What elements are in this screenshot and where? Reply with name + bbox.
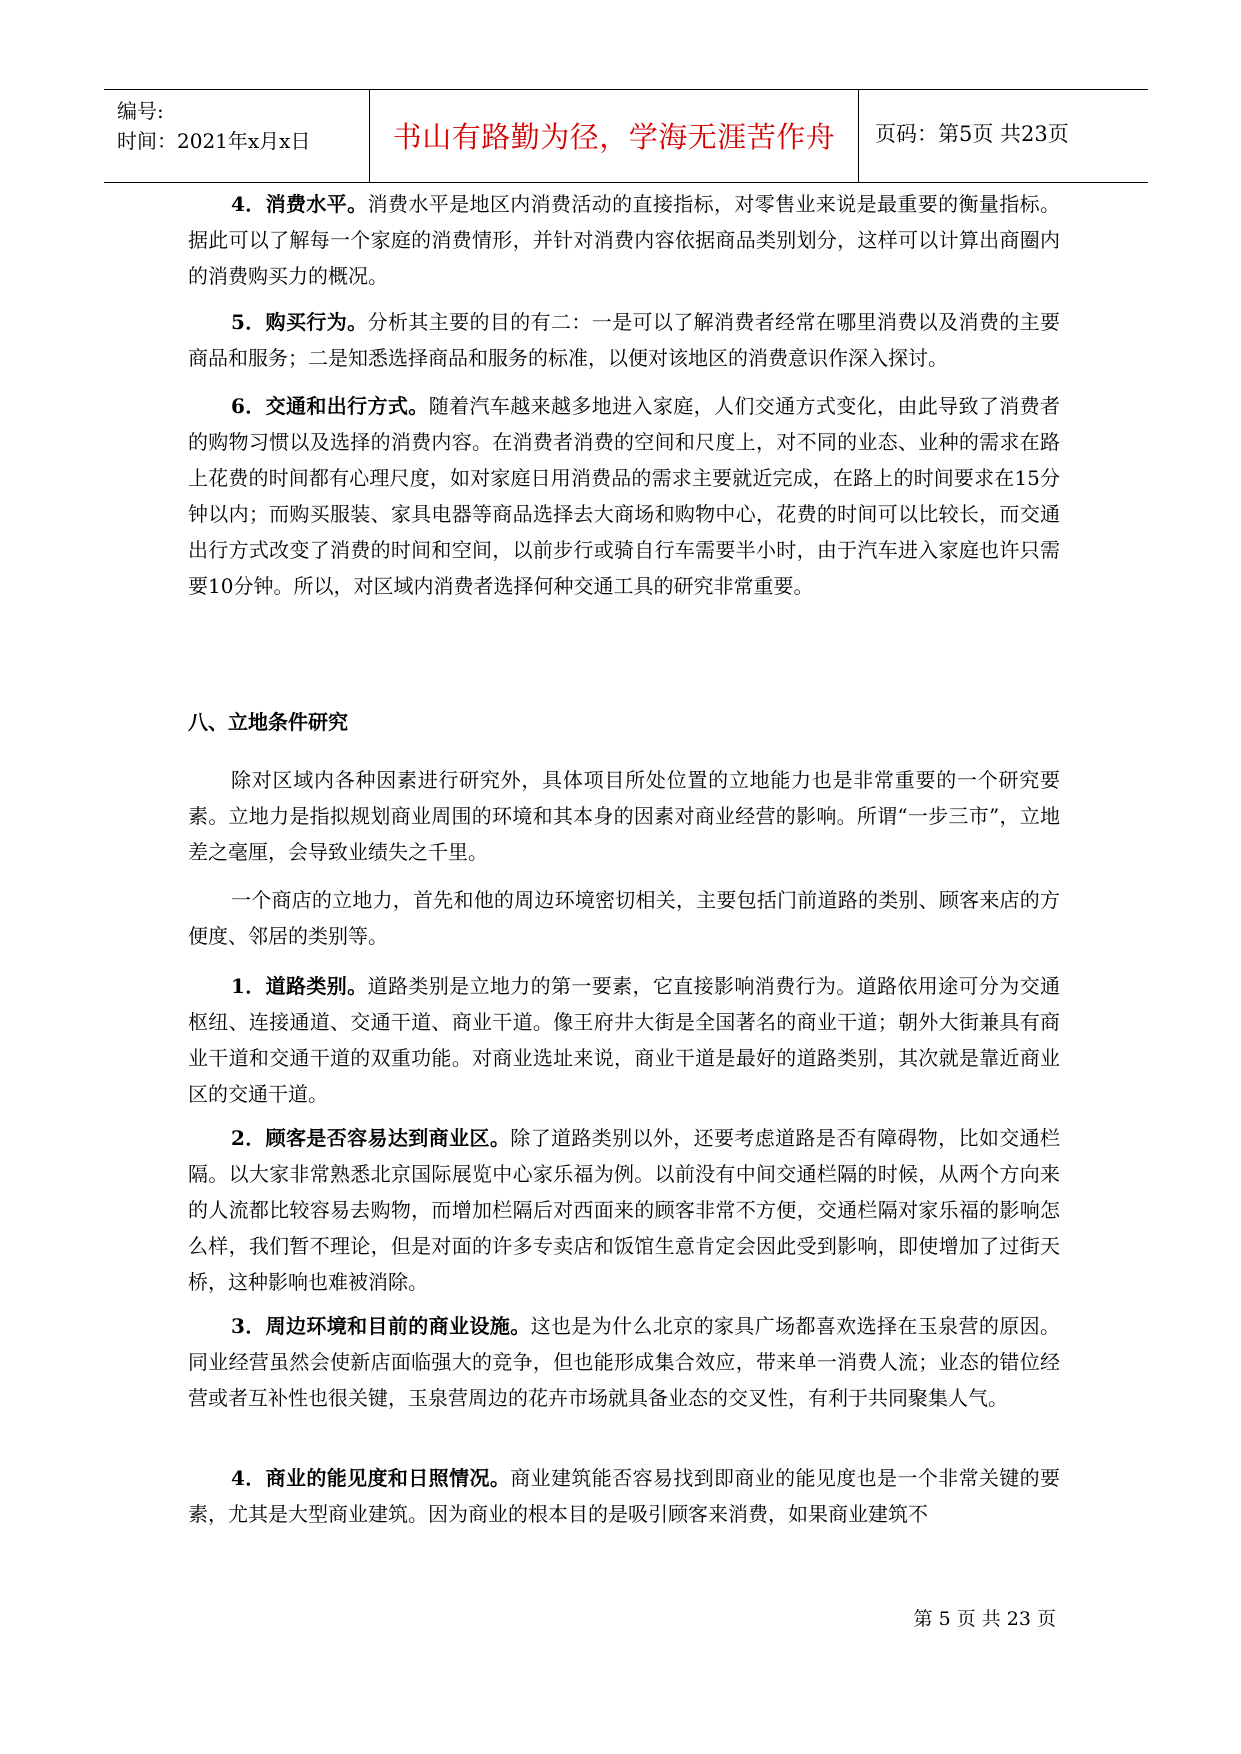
header-page-number: 页码：第5页 共23页 [875,122,1069,146]
paragraph [188,762,1060,870]
paragraph-text: 除对区域内各种因素进行研究外，具体项目所处位置的立地能力也是非常重要的一个研究要素。立地力是指拟规划商业周围的环境和其本身的因素对商业经营的影响。所谓“一步三市”，立地差之毫厘，会导致业绩失之千里。 [188,768,1060,864]
paragraph-lead: 6．交通和出行方式。 [231,394,429,418]
paragraph [188,388,1060,604]
paragraph-text: 随着汽车越来越多地进入家庭，人们交通方式变化，由此导致了消费者的购物习惯以及选择的消费内容。在消费者消费的空间和尺度上，对不同的业态、业种的需求在路上花费的时间都有心理尺度，如对家庭日用消费品的需求主要就近完成，在路上的时间要求在15分钟以内；而购买服装、家具电器等商品选择去大商场和购物中心，花费的时间可以比较长，而交通出行方式改变了消费的时间和空间，以前步行或骑自行车需要半小时，由于汽车进入家庭也许只需要10分钟。所以，对区域内消费者选择何种交通工具的研究非常重要。 [188,394,1060,598]
paragraph [188,1308,1060,1416]
paragraph-text: 这也是为什么北京的家具广场都喜欢选择在玉泉营的原因。同业经营虽然会使新店面临强大的竞争，但也能形成集合效应，带来单一消费人流；业态的错位经营或者互补性也很关键，玉泉营周边的花卉市场就具备业态的交叉性，有利于共同聚集人气。 [188,1314,1061,1410]
paragraph [188,1120,1060,1300]
paragraph-text: 商业建筑能否容易找到即商业的能见度也是一个非常关键的要素，尤其是大型商业建筑。因为商业的根本目的是吸引顾客来消费，如果商业建筑不 [188,1466,1061,1526]
document-time-label: 时间：2021年x月x日 [117,129,311,153]
paragraph-lead: 2．顾客是否容易达到商业区。 [231,1126,511,1150]
paragraph [188,882,1060,954]
paragraph-lead: 4．商业的能见度和日照情况。 [231,1466,511,1490]
paragraph-text: 除了道路类别以外，还要考虑道路是否有障碍物，比如交通栏隔。以大家非常熟悉北京国际展览中心家乐福为例。以前没有中间交通栏隔的时候，从两个方向来的人流都比较容易去购物，而增加栏隔后对西面来的顾客非常不方便，交通栏隔对家乐福的影响怎么样，我们暂不理论，但是对面的许多专卖店和饭馆生意肯定会因此受到影响，即使增加了过街天桥，这种影响也难被消除。 [188,1126,1061,1294]
header-divider [858,90,859,182]
paragraph-lead: 4．消费水平。 [231,192,368,216]
document-number-label: 编号: [117,99,164,123]
paragraph-text: 道路类别是立地力的第一要素，它直接影响消费行为。道路依用途可分为交通枢纽、连接通道、交通干道、商业干道。像王府井大街是全国著名的商业干道；朝外大街兼具有商业干道和交通干道的双重功能。对商业选址来说，商业干道是最好的道路类别，其次就是靠近商业区的交通干道。 [188,974,1061,1106]
section-heading: 八、立地条件研究 [188,710,348,734]
paragraph-lead: 5．购买行为。 [231,310,368,334]
paragraph-text: 消费水平是地区内消费活动的直接指标，对零售业来说是最重要的衡量指标。据此可以了解每一个家庭的消费情形，并针对消费内容依据商品类别划分，这样可以计算出商圈内的消费购买力的概况。 [188,192,1061,288]
paragraph-lead: 1．道路类别。 [231,974,368,998]
paragraph-text: 分析其主要的目的有二：一是可以了解消费者经常在哪里消费以及消费的主要商品和服务；二是知悉选择商品和服务的标准，以便对该地区的消费意识作深入探讨。 [188,310,1061,370]
page-header [104,89,1148,183]
paragraph [188,304,1060,376]
header-motto: 书山有路勤为径，学海无涯苦作舟 [392,120,836,154]
paragraph-lead: 3．周边环境和目前的商业设施。 [231,1314,531,1338]
paragraph-text: 一个商店的立地力，首先和他的周边环境密切相关，主要包括门前道路的类别、顾客来店的方便度、邻居的类别等。 [188,888,1060,948]
paragraph [188,968,1060,1112]
paragraph [188,1460,1060,1532]
header-meta [117,96,310,156]
paragraph [188,186,1060,294]
page-footer: 第 5 页 共 23 页 [913,1608,1056,1630]
